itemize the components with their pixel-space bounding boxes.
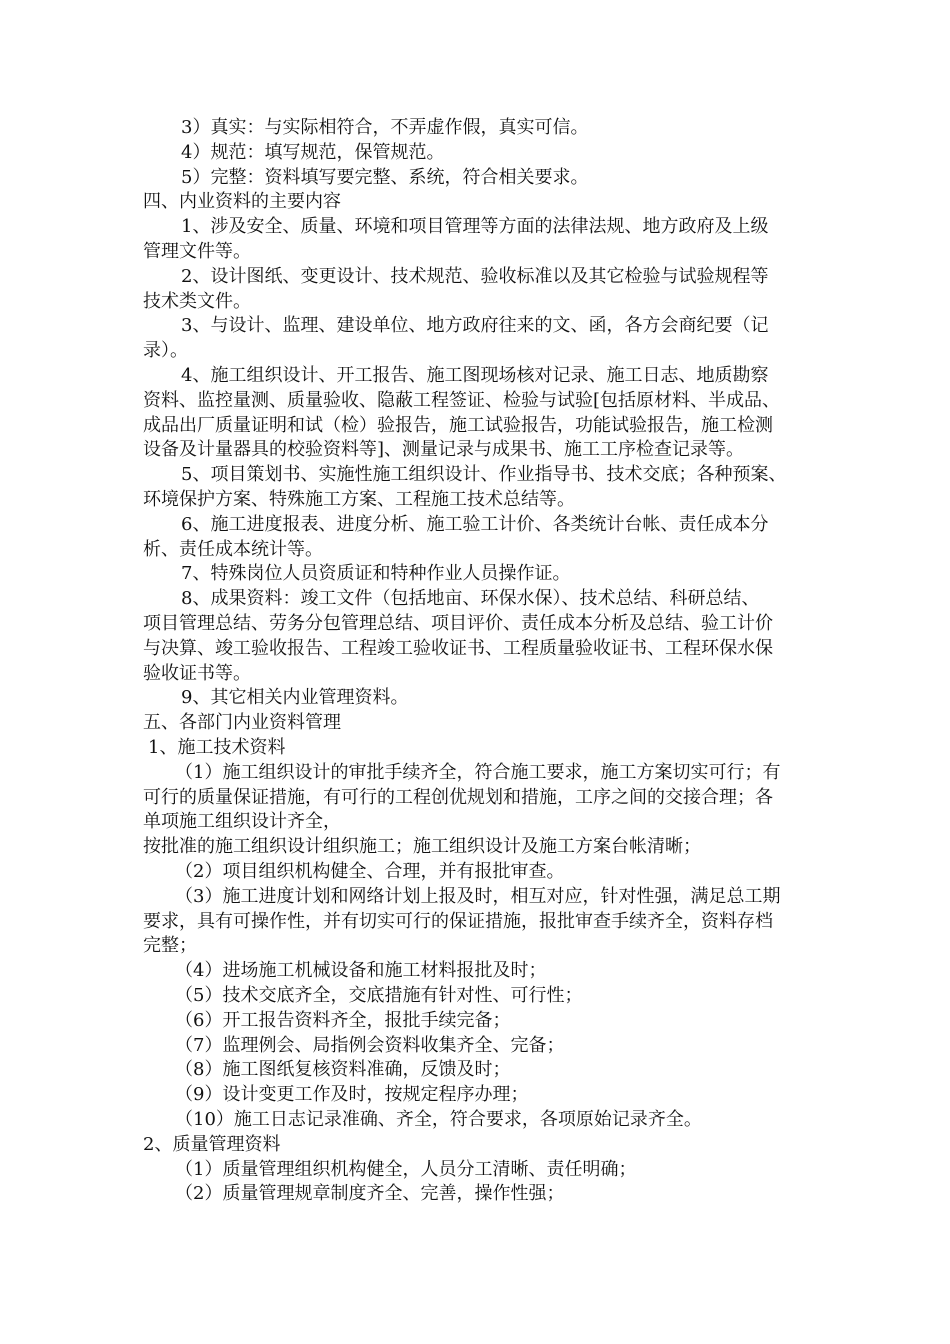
- text-line: 2、设计图纸、变更设计、技术规范、验收标准以及其它检验与试验规程等: [181, 266, 769, 287]
- text-line: （5）技术交底齐全，交底措施有针对性、可行性；: [175, 985, 583, 1006]
- text-line: 可行的质量保证措施，有可行的工程创优规划和措施，工序之间的交接合理；各: [143, 787, 773, 808]
- text-line: 4、施工组织设计、开工报告、施工图现场核对记录、施工日志、地质勘察: [181, 365, 769, 386]
- text-line: 9、其它相关内业管理资料。: [181, 687, 409, 708]
- text-line: 项目管理总结、劳务分包管理总结、项目评价、责任成本分析及总结、验工计价: [143, 613, 773, 634]
- text-line: 1、施工技术资料: [148, 737, 286, 758]
- text-line: 按批准的施工组织设计组织施工；施工组织设计及施工方案台帐清晰；: [143, 836, 701, 857]
- text-line: 3）真实：与实际相符合，不弄虚作假，真实可信。: [181, 117, 589, 138]
- text-line: （8）施工图纸复核资料准确，反馈及时；: [175, 1059, 511, 1080]
- text-line: （4）进场施工机械设备和施工材料报批及时；: [175, 960, 547, 981]
- text-line: 5）完整：资料填写要完整、系统，符合相关要求。: [181, 167, 589, 188]
- text-line: 1、涉及安全、质量、环境和项目管理等方面的法律法规、地方政府及上级: [181, 216, 769, 237]
- text-line: （7）监理例会、局指例会资料收集齐全、完备；: [175, 1035, 565, 1056]
- text-line: （6）开工报告资料齐全，报批手续完备；: [175, 1010, 511, 1031]
- text-line: 技术类文件。: [143, 291, 251, 312]
- text-line: 成品出厂质量证明和试（检）验报告，施工试验报告，功能试验报告，施工检测: [143, 415, 773, 436]
- text-line: 5、项目策划书、实施性施工组织设计、作业指导书、技术交底；各种预案、: [181, 464, 787, 485]
- text-line: 管理文件等。: [143, 241, 251, 262]
- text-line: 8、成果资料：竣工文件（包括地亩、环保水保）、技术总结、科研总结、: [181, 588, 760, 609]
- text-line: 设备及计量器具的校验资料等]、测量记录与成果书、施工工序检查记录等。: [143, 439, 745, 460]
- section-heading: 五、各部门内业资料管理: [143, 712, 341, 733]
- text-line: 资料、监控量测、质量验收、隐蔽工程签证、检验与试验[包括原材料、半成品、: [143, 390, 781, 411]
- text-line: （1）质量管理组织机构健全，人员分工清晰、责任明确；: [175, 1159, 637, 1180]
- text-line: 与决算、竣工验收报告、工程竣工验收证书、工程质量验收证书、工程环保水保: [143, 638, 773, 659]
- text-line: 3、与设计、监理、建设单位、地方政府往来的文、函，各方会商纪要（记: [181, 315, 769, 336]
- text-line: 单项施工组织设计齐全，: [143, 811, 341, 832]
- text-line: （3）施工进度计划和网络计划上报及时，相互对应，针对性强，满足总工期: [175, 886, 781, 907]
- text-line: （1）施工组织设计的审批手续齐全，符合施工要求，施工方案切实可行；有: [175, 762, 781, 783]
- text-line: 环境保护方案、特殊施工方案、工程施工技术总结等。: [143, 489, 575, 510]
- text-line: 4）规范：填写规范，保管规范。: [181, 142, 445, 163]
- text-line: （2）质量管理规章制度齐全、完善，操作性强；: [175, 1183, 565, 1204]
- text-line: 6、施工进度报表、进度分析、施工验工计价、各类统计台帐、责任成本分: [181, 514, 769, 535]
- text-line: 录）。: [143, 340, 188, 361]
- section-heading: 2、质量管理资料: [143, 1134, 281, 1155]
- text-line: 完整；: [143, 935, 197, 956]
- text-line: 7、特殊岗位人员资质证和特种作业人员操作证。: [181, 563, 571, 584]
- text-line: （2）项目组织机构健全、合理，并有报批审查。: [175, 861, 565, 882]
- text-line: 析、责任成本统计等。: [143, 539, 323, 560]
- text-line: 要求，具有可操作性，并有切实可行的保证措施，报批审查手续齐全，资料存档: [143, 911, 773, 932]
- section-heading: 四、内业资料的主要内容: [143, 191, 341, 212]
- text-line: 验收证书等。: [143, 663, 251, 684]
- text-line: （10）施工日志记录准确、齐全，符合要求，各项原始记录齐全。: [175, 1109, 702, 1130]
- text-line: （9）设计变更工作及时，按规定程序办理；: [175, 1084, 529, 1105]
